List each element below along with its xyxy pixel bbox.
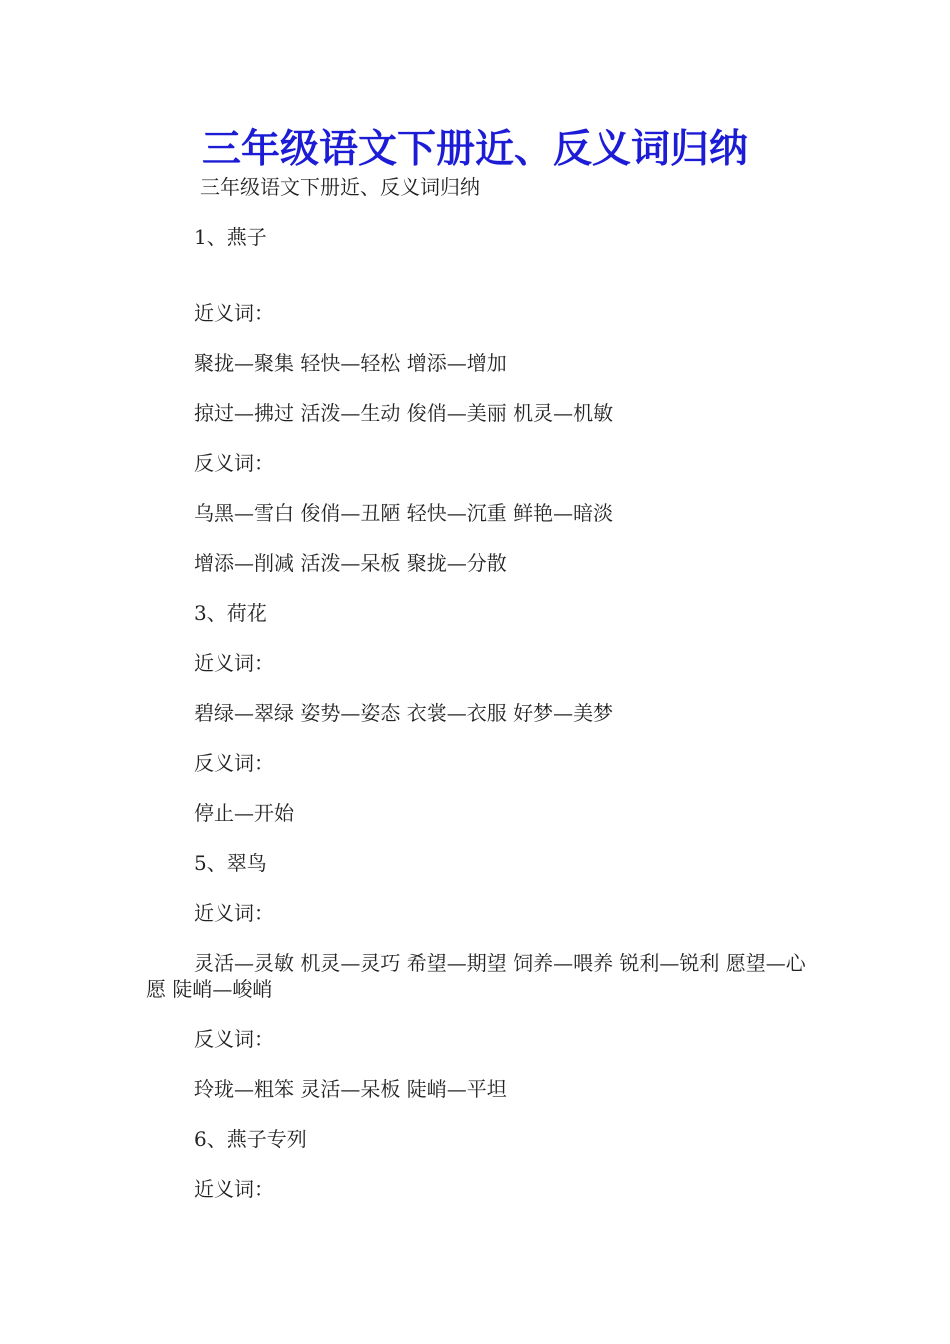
document-title: 三年级语文下册近、反义词归纳 — [201, 127, 748, 172]
word-pair-line: 玲珑—粗笨 灵活—呆板 陡峭—平坦 — [194, 1077, 507, 1101]
synonyms-label: 近义词： — [194, 651, 274, 675]
antonyms-label: 反义词： — [194, 751, 274, 775]
antonyms-label: 反义词： — [194, 1027, 274, 1051]
word-pair-line: 乌黑—雪白 俊俏—丑陋 轻快—沉重 鲜艳—暗淡 — [194, 501, 614, 525]
word-pair-line: 碧绿—翠绿 姿势—姿态 衣裳—衣服 好梦—美梦 — [194, 701, 614, 725]
synonyms-label: 近义词： — [194, 1177, 274, 1201]
synonyms-label: 近义词： — [194, 301, 274, 325]
document-body — [146, 174, 808, 1226]
subtitle-paragraph: 三年级语文下册近、反义词归纳 — [200, 175, 480, 199]
synonyms-label: 近义词： — [194, 901, 274, 925]
word-pair-line: 灵活—灵敏 机灵—灵巧 希望—期望 饲养—喂养 锐利—锐利 愿望—心愿 陡峭—峻峭 — [146, 951, 806, 1001]
section-heading-5: 5、翠鸟 — [194, 851, 267, 875]
word-pair-line: 停止—开始 — [194, 801, 294, 825]
word-pair-line: 增添—削减 活泼—呆板 聚拢—分散 — [194, 551, 507, 575]
word-pair-line: 掠过—拂过 活泼—生动 俊俏—美丽 机灵—机敏 — [194, 401, 614, 425]
antonyms-label: 反义词： — [194, 451, 274, 475]
section-heading-3: 3、荷花 — [194, 601, 267, 625]
word-pair-line: 聚拢—聚集 轻快—轻松 增添—增加 — [194, 351, 507, 375]
section-heading-1: 1、燕子 — [194, 225, 267, 249]
section-heading-6: 6、燕子专列 — [194, 1127, 307, 1151]
